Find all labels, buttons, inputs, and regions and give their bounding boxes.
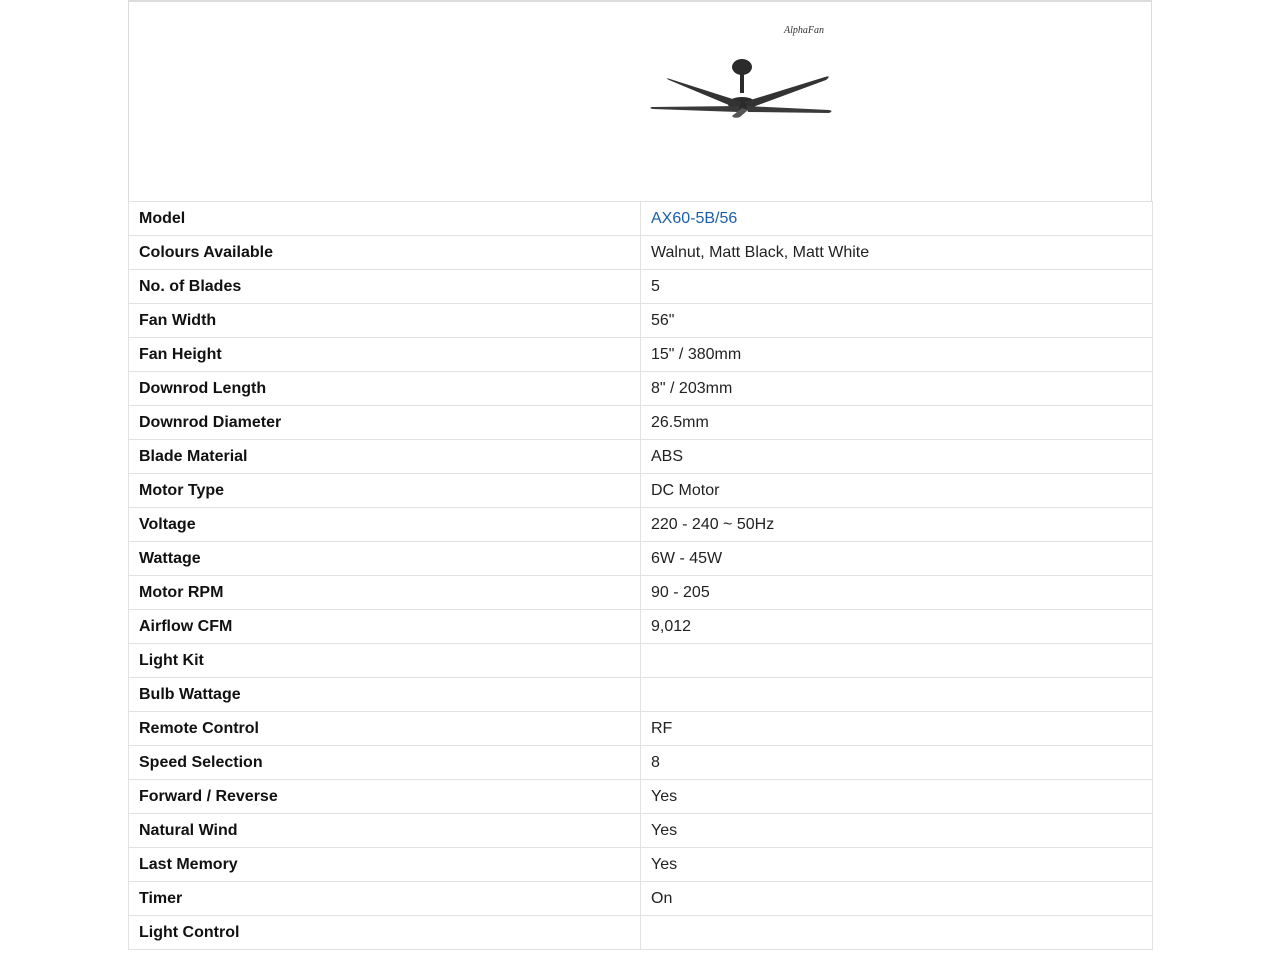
spec-label: Last Memory: [129, 848, 641, 882]
spec-label: Light Control: [129, 916, 641, 950]
spec-label: Blade Material: [129, 440, 641, 474]
spec-value: 26.5mm: [651, 413, 709, 431]
spec-value-cell: [641, 202, 1153, 236]
spec-value-cell: [641, 916, 1153, 950]
spec-value: Yes: [651, 787, 678, 805]
spec-label: Timer: [129, 882, 641, 916]
spec-value-cell: [641, 814, 1153, 848]
spec-value: RF: [651, 719, 673, 737]
spec-label: Voltage: [129, 508, 641, 542]
spec-value-cell: [641, 746, 1153, 780]
spec-row: [129, 610, 1153, 644]
spec-label: Downrod Diameter: [129, 406, 641, 440]
spec-row: [129, 644, 1153, 678]
spec-value-cell: [641, 542, 1153, 576]
spec-value: 220 - 240 ~ 50Hz: [651, 515, 775, 533]
spec-value-cell: [641, 474, 1153, 508]
spec-value-cell: [641, 236, 1153, 270]
spec-value: 56": [651, 311, 675, 329]
spec-label: Forward / Reverse: [129, 780, 641, 814]
spec-value-cell: [641, 576, 1153, 610]
spec-row: [129, 780, 1153, 814]
spec-label: Motor RPM: [129, 576, 641, 610]
spec-label: Airflow CFM: [129, 610, 641, 644]
specifications-table-body: [129, 202, 1153, 950]
spec-row: [129, 882, 1153, 916]
spec-sheet: [128, 0, 1152, 972]
spec-value: 5: [651, 277, 660, 295]
spec-value: 6W - 45W: [651, 549, 723, 567]
spec-value-cell: [641, 338, 1153, 372]
spec-value: 15" / 380mm: [651, 345, 742, 363]
spec-row: [129, 814, 1153, 848]
spec-row: [129, 746, 1153, 780]
spec-row: [129, 406, 1153, 440]
spec-value-cell: [641, 406, 1153, 440]
spec-label: Light Kit: [129, 644, 641, 678]
spec-label: Bulb Wattage: [129, 678, 641, 712]
spec-value: Yes: [651, 855, 678, 873]
specifications-table: [128, 201, 1153, 950]
spec-value-cell: [641, 678, 1153, 712]
spec-row: [129, 508, 1153, 542]
spec-row: [129, 678, 1153, 712]
spec-row: [129, 474, 1153, 508]
spec-value: Yes: [651, 821, 678, 839]
spec-label: Natural Wind: [129, 814, 641, 848]
spec-row: [129, 542, 1153, 576]
spec-row: [129, 712, 1153, 746]
spec-value-cell: [641, 304, 1153, 338]
spec-value: DC Motor: [651, 481, 720, 499]
spec-value-cell: [641, 780, 1153, 814]
spec-value: ABS: [651, 447, 684, 465]
spec-row: [129, 338, 1153, 372]
spec-label: Remote Control: [129, 712, 641, 746]
spec-row: [129, 304, 1153, 338]
spec-value-cell: [641, 848, 1153, 882]
spec-value-cell: [641, 508, 1153, 542]
spec-label: Wattage: [129, 542, 641, 576]
spec-value: 9,012: [651, 617, 692, 635]
spec-value-cell: [641, 372, 1153, 406]
spec-row: [129, 576, 1153, 610]
spec-row: [129, 440, 1153, 474]
spec-value: Walnut, Matt Black, Matt White: [651, 243, 870, 261]
spec-value: On: [651, 889, 673, 907]
brand-logo: AlphaFan: [784, 25, 824, 36]
spec-row: [129, 236, 1153, 270]
spec-label: Model: [129, 202, 641, 236]
spec-label: No. of Blades: [129, 270, 641, 304]
model-link[interactable]: AX60-5B/56: [651, 209, 738, 227]
spec-label: Downrod Length: [129, 372, 641, 406]
spec-label: Colours Available: [129, 236, 641, 270]
spec-label: Fan Height: [129, 338, 641, 372]
spec-row: [129, 848, 1153, 882]
spec-row: [129, 270, 1153, 304]
spec-label: Motor Type: [129, 474, 641, 508]
spec-value-cell: [641, 610, 1153, 644]
spec-value: 90 - 205: [651, 583, 710, 601]
spec-value: 8" / 203mm: [651, 379, 733, 397]
ceiling-fan-image: [644, 18, 839, 128]
spec-value: 8: [651, 753, 660, 771]
spec-value-cell: [641, 644, 1153, 678]
spec-value-cell: [641, 270, 1153, 304]
spec-row: [129, 372, 1153, 406]
spec-value-cell: [641, 882, 1153, 916]
spec-row: [129, 202, 1153, 236]
spec-row: [129, 916, 1153, 950]
spec-label: Speed Selection: [129, 746, 641, 780]
spec-label: Fan Width: [129, 304, 641, 338]
product-image-cell: [128, 0, 1152, 202]
spec-value-cell: [641, 440, 1153, 474]
spec-value-cell: [641, 712, 1153, 746]
